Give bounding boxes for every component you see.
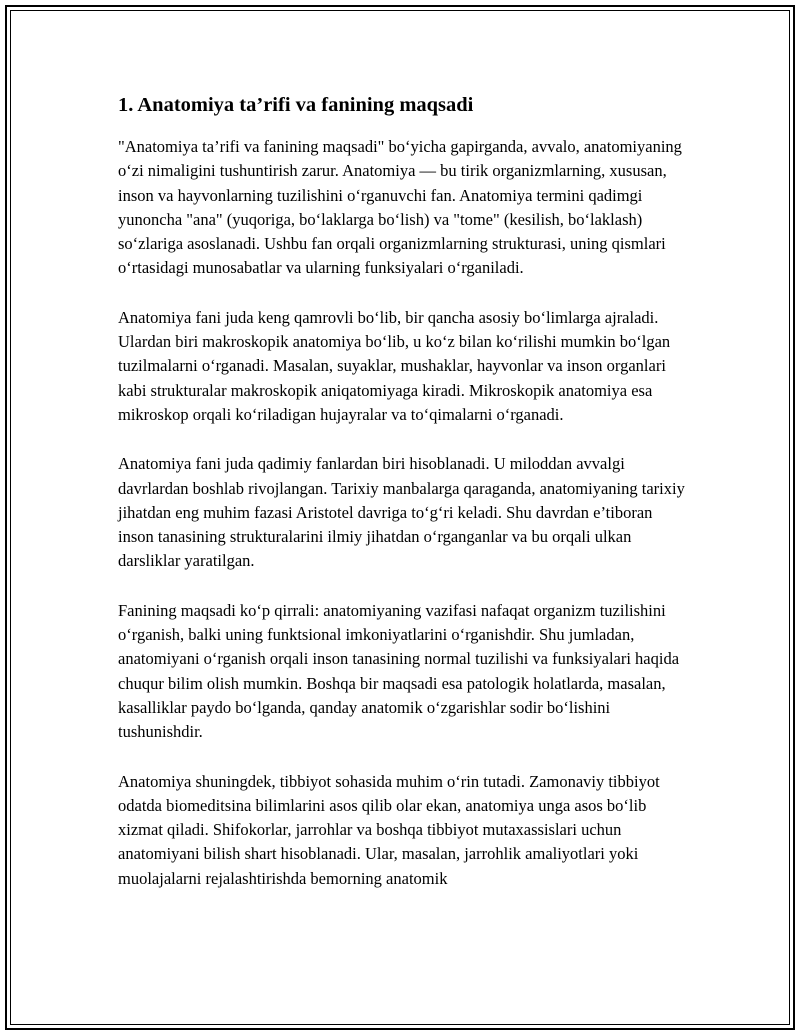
section-heading: 1. Anatomiya ta’rifi va fanining maqsadi — [118, 94, 474, 116]
paragraph-purpose: Fanining maqsadi ko‘p qirrali: anatomiyaning vazifasi nafaqat organizm tuzilishini o‘rganish, balki uning funktsional imkoniyatlarini o‘rganishdir. Shu jumladan, anatomiyani o‘rganish orqali inson tanasining normal tuzilishi va funksiyalari haqida chuqur bilim olish mumkin. Boshqa bir maqsadi esa patologik holatlarda, masalan, kasalliklar paydo bo‘lganda, qanday anatomik o‘zgarishlar sodir bo‘lishini tushunishdir. — [118, 600, 680, 742]
paragraph-branches: Anatomiya fani juda keng qamrovli bo‘lib, bir qancha asosiy bo‘limlarga ajraladi. Ulardan biri makroskopik anatomiya bo‘lib, u ko‘z bilan ko‘rilishi mumkin bo‘lgan tuzilmalarni o‘rganadi. Masalan, suyaklar, mushaklar, hayvonlar va inson organlari kabi strukturalar makroskopik aniqatomiyaga kiradi. Mikroskopik anatomiya esa mikroskop orqali ko‘riladigan hujayralar va to‘qimalarni o‘rganadi. — [118, 307, 671, 424]
paragraph-history: Anatomiya fani juda qadimiy fanlardan biri hisoblanadi. U miloddan avvalgi davrlardan boshlab rivojlangan. Tarixiy manbalarga qaraganda, anatomiyaning tarixiy jihatdan eng muhim fazasi Aristotel davriga to‘g‘ri keladi. Shu davrdan e’tiboran inson tanasining strukturalarini ilmiy jihatdan o‘rganganlar va bu orqali ulkan darsliklar yaratilgan. — [118, 454, 685, 571]
paragraph-definition: "Anatomiya ta’rifi va fanining maqsadi" bo‘yicha gapirganda, avvalo, anatomiyaning o‘zi nimaligini tushuntirish zarur. Anatomiya — bu tirik organizmlarning, xususan, inson va hayvonlarning tuzilishini o‘rganuvchi fan. Anatomiya termini qadimgi yunoncha "ana" (yuqoriga, bo‘laklarga bo‘lish) va "tome" (kesilish, bo‘laklash) so‘zlariga asoslanadi. Ushbu fan orqali organizmlarning strukturasi, uning qismlari o‘rtasidagi munosabatlar va ularning funksiyalari o‘rganiladi. — [118, 137, 682, 278]
paragraph-medicine: Anatomiya shuningdek, tibbiyot sohasida muhim o‘rin tutadi. Zamonaviy tibbiyot odatda biomeditsina bilimlarini asos qilib olar ekan, anatomiya unga asos bo‘lib xizmat qiladi. Shifokorlar, jarrohlar va boshqa tibbiyot mutaxassislari uchun anatomiyani bilish shart hisoblanadi. Ular, masalan, jarrohlik amaliyotlari yoki muolajalarni rejalashtirishda bemorning anatomik — [118, 771, 660, 888]
document-body — [118, 92, 688, 916]
